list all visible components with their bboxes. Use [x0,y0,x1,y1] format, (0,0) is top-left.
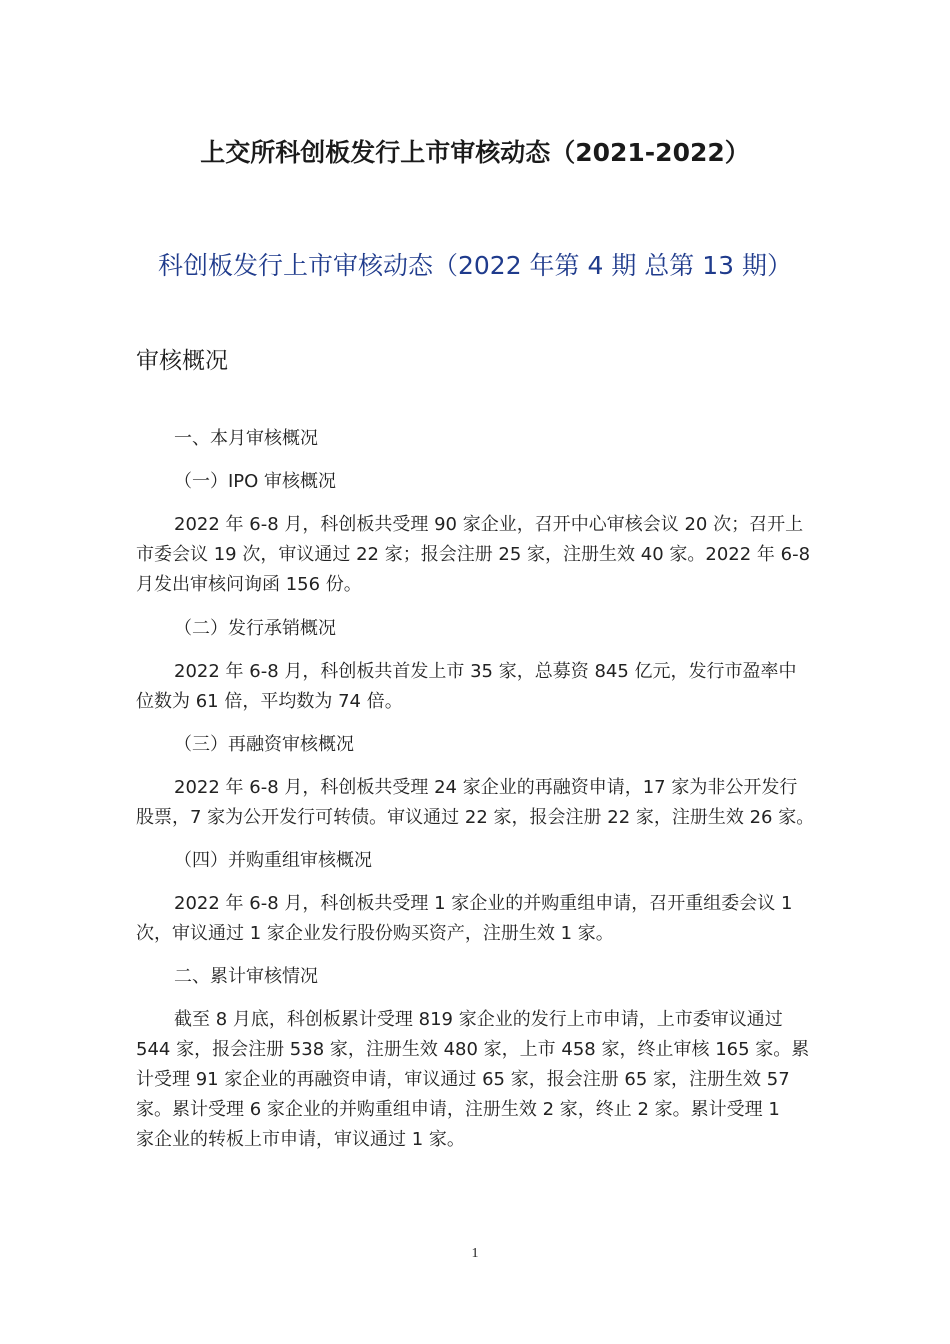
paragraph-cumulative-line-3: 计受理 91 家企业的再融资申请，审议通过 65 家，报会注册 65 家，注册生效 57 [136,1069,790,1090]
subheading-refinancing: （三）再融资审核概况 [174,734,354,755]
paragraph-cumulative-line-5: 家企业的转板上市申请，审议通过 1 家。 [136,1129,465,1150]
paragraph-ipo-line-3: 月发出审核问询函 156 份。 [136,574,362,595]
paragraph-refinancing-line-1: 2022 年 6-8 月，科创板共受理 24 家企业的再融资申请，17 家为非公开发行 [174,777,798,798]
subheading-ipo-review: （一）IPO 审核概况 [174,471,337,492]
document-title: 上交所科创板发行上市审核动态（2021-2022） [200,138,750,167]
issue-title: 科创板发行上市审核动态（2022 年第 4 期 总第 13 期） [157,251,793,280]
paragraph-refinancing-line-2: 股票，7 家为公开发行可转债。审议通过 22 家，报会注册 22 家，注册生效 26 家。 [136,807,815,828]
paragraph-cumulative-line-2: 544 家，报会注册 538 家，注册生效 480 家，上市 458 家，终止审核 165 家。累 [136,1039,810,1060]
subheading-mergers: （四）并购重组审核概况 [174,850,372,871]
section-heading: 审核概况 [136,348,228,374]
paragraph-underwriting-line-2: 位数为 61 倍，平均数为 74 倍。 [136,691,403,712]
page-number: 1 [471,1246,479,1261]
heading-cumulative: 二、累计审核情况 [174,966,318,987]
subheading-underwriting: （二）发行承销概况 [174,618,336,639]
paragraph-underwriting-line-1: 2022 年 6-8 月，科创板共首发上市 35 家，总募资 845 亿元，发行市盈率中 [174,661,797,682]
paragraph-mergers-line-2: 次，审议通过 1 家企业发行股份购买资产，注册生效 1 家。 [136,923,614,944]
paragraph-ipo-line-1: 2022 年 6-8 月，科创板共受理 90 家企业，召开中心审核会议 20 次；召开上 [174,514,804,535]
paragraph-cumulative-line-1: 截至 8 月底，科创板累计受理 819 家企业的发行上市申请，上市委审议通过 [174,1009,783,1030]
paragraph-mergers-line-1: 2022 年 6-8 月，科创板共受理 1 家企业的并购重组申请，召开重组委会议 1 [174,893,793,914]
paragraph-ipo-line-2: 市委会议 19 次，审议通过 22 家；报会注册 25 家，注册生效 40 家。2022 年 6-8 [136,544,811,565]
paragraph-cumulative-line-4: 家。累计受理 6 家企业的并购重组申请，注册生效 2 家，终止 2 家。累计受理 1 [136,1099,780,1120]
heading-monthly-overview: 一、本月审核概况 [174,428,318,449]
